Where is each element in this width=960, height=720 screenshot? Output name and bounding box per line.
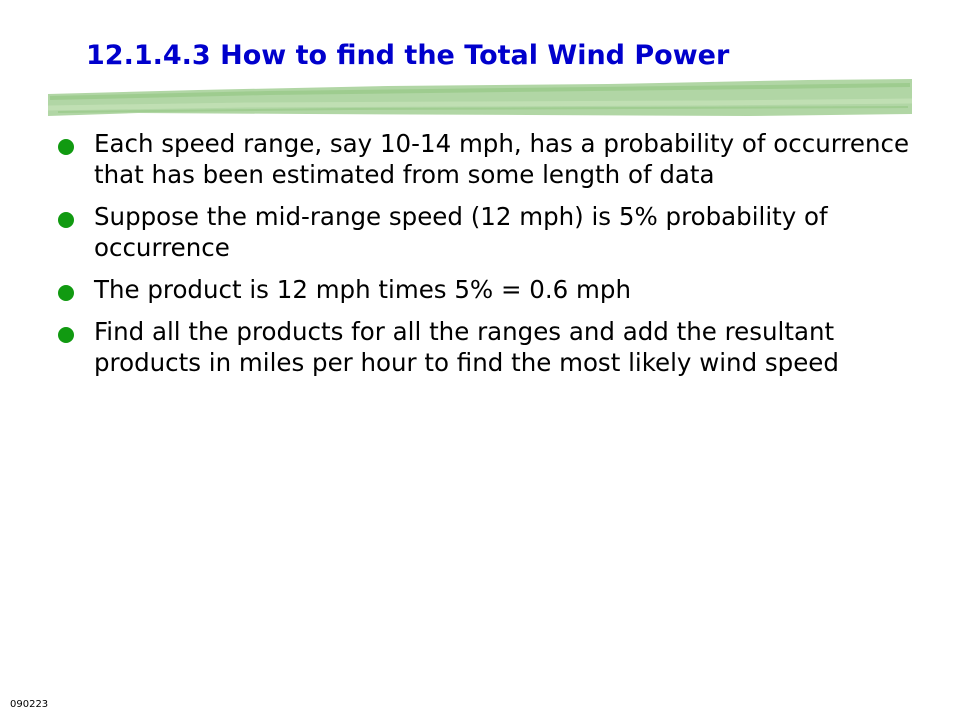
bullet-dot-icon	[58, 327, 74, 343]
bullet-list	[58, 128, 918, 389]
bullet-item	[58, 316, 918, 378]
bullet-item	[58, 201, 918, 263]
title-brush-stroke	[48, 78, 912, 122]
bullet-text: Suppose the mid-range speed (12 mph) is 5% probability of occurrence	[94, 202, 828, 262]
bullet-dot-icon	[58, 212, 74, 228]
slide-footer-code: 090223	[10, 699, 49, 710]
bullet-text: Find all the products for all the ranges and add the resultant products in miles per hour to find the most likely wind speed	[94, 317, 839, 377]
bullet-item	[58, 128, 918, 190]
slide-title: 12.1.4.3 How to find the Total Wind Power	[86, 40, 730, 71]
bullet-text: The product is 12 mph times 5% = 0.6 mph	[94, 275, 632, 304]
bullet-dot-icon	[58, 139, 74, 155]
bullet-dot-icon	[58, 285, 74, 301]
bullet-item	[58, 274, 918, 305]
bullet-text: Each speed range, say 10-14 mph, has a probability of occurrence that has been estimated from some length of data	[94, 129, 910, 189]
